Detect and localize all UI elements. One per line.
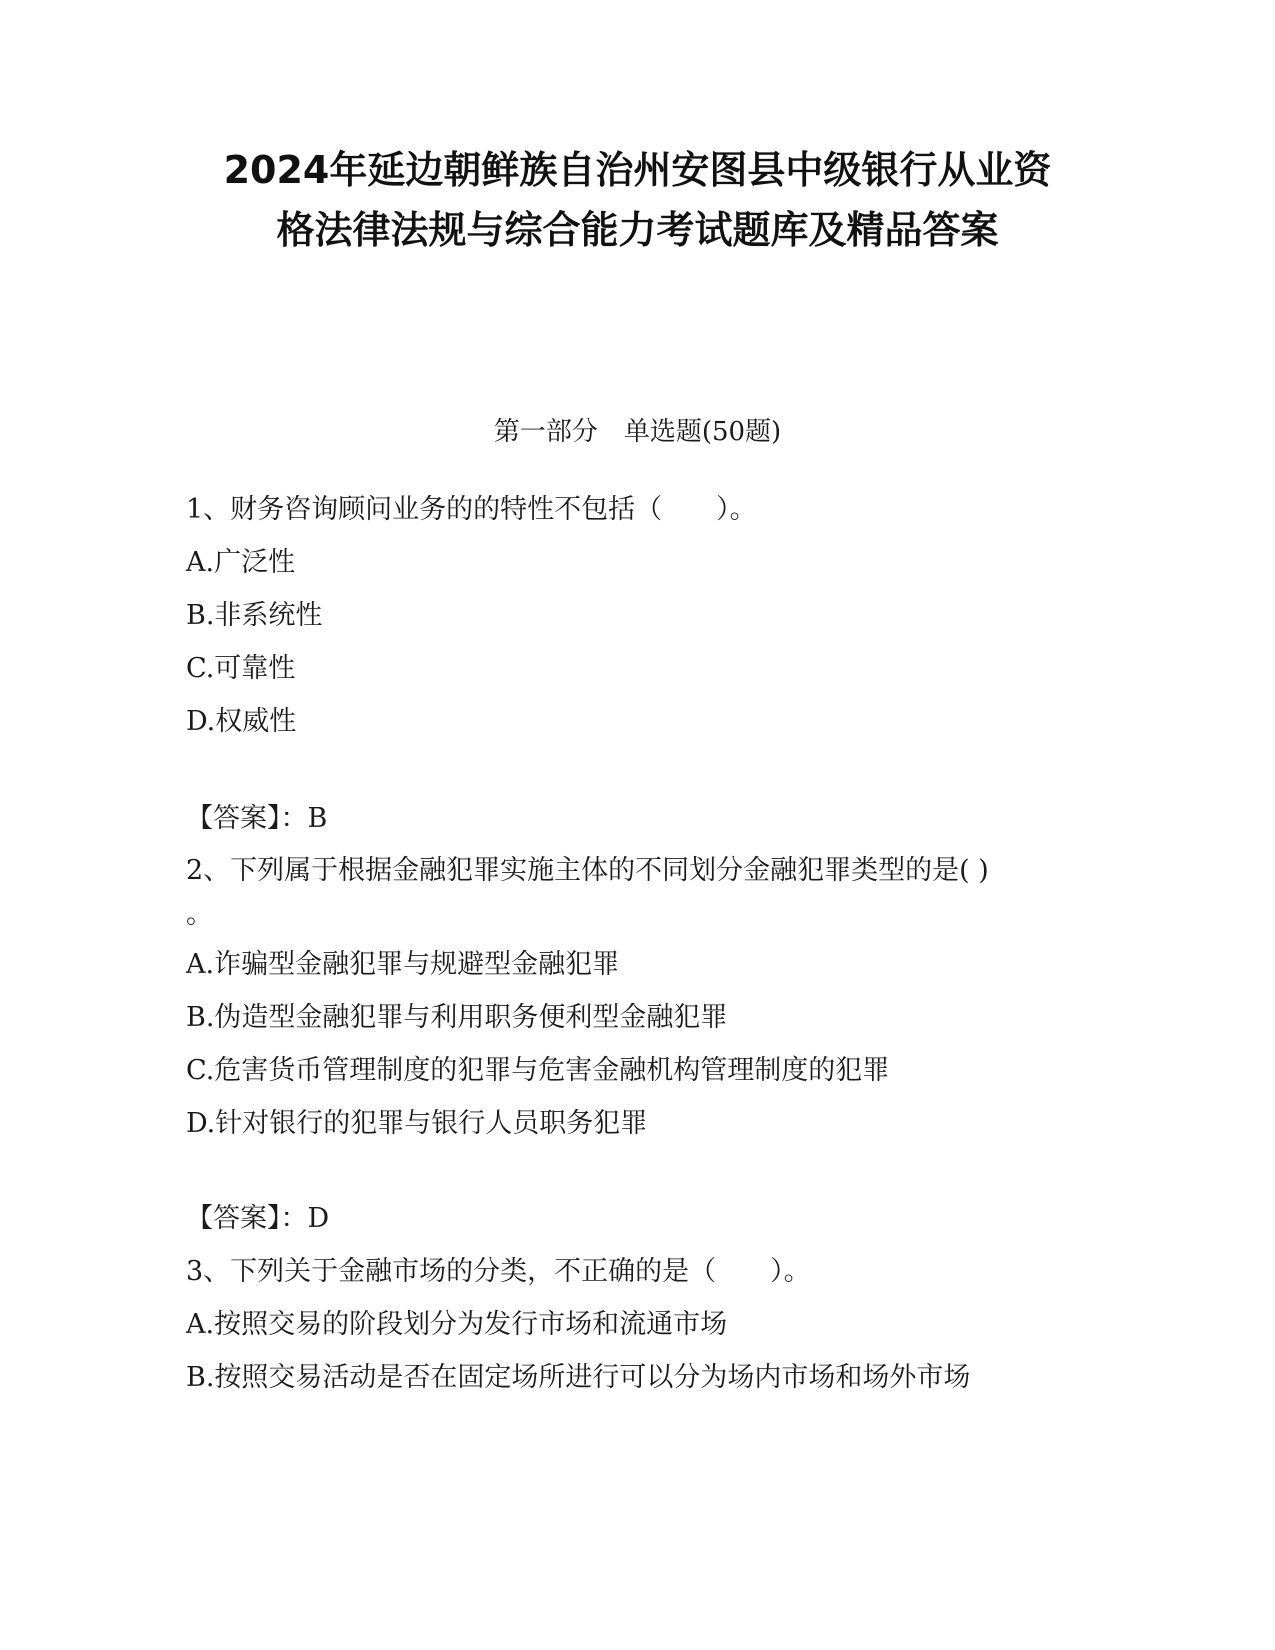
question-2-option-c: C.危害货币管理制度的犯罪与危害金融机构管理制度的犯罪 [186,1055,890,1086]
question-3-option-a: A.按照交易的阶段划分为发行市场和流通市场 [186,1309,728,1340]
question-3-option-b: B.按照交易活动是否在固定场所进行可以分为场内市场和场外市场 [186,1362,971,1393]
question-1-stem: 1、财务咨询顾问业务的的特性不包括（ ）。 [186,494,757,525]
question-2-option-a: A.诈骗型金融犯罪与规避型金融犯罪 [186,949,620,980]
question-2-stem-continuation: 。 [186,899,213,930]
question-1-option-d: D.权威性 [186,706,297,737]
question-2-answer: 【答案】：D [186,1203,330,1234]
question-2-stem: 2、下列属于根据金融犯罪实施主体的不同划分金融犯罪类型的是( ) [186,855,989,886]
question-2-option-b: B.伪造型金融犯罪与利用职务便利型金融犯罪 [186,1002,728,1033]
question-1-option-b: B.非系统性 [186,600,323,631]
question-2-option-d: D.针对银行的犯罪与银行人员职务犯罪 [186,1108,648,1139]
question-3-stem: 3、下列关于金融市场的分类，不正确的是（ ）。 [186,1256,811,1287]
question-1-option-a: A.广泛性 [186,547,296,578]
section-heading: 第一部分 单选题(50题) [493,417,782,447]
question-1-answer: 【答案】：B [186,803,328,834]
question-1-option-c: C.可靠性 [186,653,296,684]
document-title-line-2: 格法律法规与综合能力考试题库及精品答案 [276,208,999,252]
document-title-line-1: 2024年延边朝鲜族自治州安图县中级银行从业资 [223,148,1052,192]
